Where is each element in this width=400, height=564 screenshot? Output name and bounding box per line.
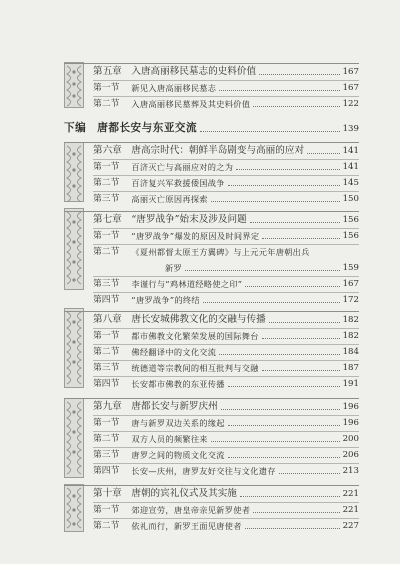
section-title: 都市佛教文化繁荣发展的国际舞台 [131, 331, 259, 341]
section-title: 依礼而行，新罗王面见唐使者 [131, 521, 242, 531]
page-number: 191 [342, 379, 359, 389]
toc-section[interactable] [93, 290, 359, 306]
toc-section[interactable] [93, 445, 359, 461]
page-number: 221 [342, 489, 359, 499]
section-title-continued: 新罗 [165, 263, 182, 273]
section-title: 唐罗之间的物质文化交流 [131, 450, 225, 460]
page-number: 139 [342, 124, 359, 134]
page-number: 167 [342, 279, 359, 289]
page-number: 227 [342, 521, 359, 531]
section-label: 第三节 [93, 194, 120, 204]
dot-leader [262, 338, 340, 339]
toc-section[interactable] [93, 326, 359, 342]
section-title: 郊迎宣劳，唐皇帝亲见新罗使者 [131, 505, 251, 515]
section-title: 新见入唐高丽移民墓志 [131, 83, 217, 93]
page-number: 159 [342, 263, 359, 273]
section-label: 第一节 [93, 505, 120, 515]
section-label: 第一节 [93, 83, 120, 93]
section-label: 第一节 [93, 418, 120, 428]
section-title: 李谨行与“鸡林道经略使之印” [131, 279, 243, 289]
dot-leader [228, 386, 340, 387]
page-number: 187 [342, 363, 359, 373]
section-title: 长安—庆州，唐罗友好交往与文化遗存 [131, 466, 276, 476]
section-label: 第四节 [93, 379, 120, 389]
toc-section[interactable] [93, 157, 359, 173]
dot-leader [221, 409, 340, 410]
toc-section[interactable] [93, 358, 359, 374]
toc-chapter-5[interactable] [93, 62, 359, 78]
chapter-title: 第六章 唐高宗时代：朝鲜半岛剧变与高丽的应对 [93, 145, 305, 156]
toc-chapter-7[interactable] [93, 210, 359, 226]
page-number: 213 [342, 466, 359, 476]
toc-section[interactable] [93, 242, 359, 258]
section-label: 第一节 [93, 331, 120, 341]
ornament-pattern-icon [64, 62, 84, 108]
chapter-title: 第五章 入唐高丽移民墓志的史料价值 [93, 66, 257, 77]
chapter-title: 第八章 唐长安城佛教文化的交融与传播 [93, 314, 266, 325]
chapter-title: 第十章 唐朝的宾礼仪式及其实施 [93, 488, 237, 499]
toc-section[interactable] [93, 226, 359, 242]
dot-leader [240, 496, 340, 497]
toc-part-heading[interactable] [64, 117, 359, 135]
section-title: 佛经翻译中的文化交流 [131, 347, 217, 357]
dot-leader [211, 201, 340, 202]
toc-section[interactable] [93, 342, 359, 358]
page-number: 156 [342, 231, 359, 241]
dot-leader [219, 354, 339, 355]
page-number: 221 [342, 505, 359, 515]
section-title: “唐罗战争”的终结 [131, 295, 200, 305]
page-number: 156 [342, 215, 359, 225]
dot-leader [228, 425, 340, 426]
section-label: 第三节 [93, 450, 120, 460]
dot-leader [269, 322, 340, 323]
page-number: 141 [342, 162, 359, 172]
toc-chapter-9[interactable] [93, 397, 359, 413]
section-title: 双方人员的频繁往来 [131, 434, 208, 444]
dot-leader [236, 169, 339, 170]
page-number: 206 [342, 450, 359, 460]
section-label: 第四节 [93, 295, 120, 305]
toc-section[interactable] [93, 173, 359, 189]
dot-leader [245, 286, 339, 287]
page-number: 196 [342, 402, 359, 412]
toc-chapter-8[interactable] [93, 310, 359, 326]
page-number: 196 [342, 418, 359, 428]
toc-section[interactable] [93, 274, 359, 290]
section-label: 第二节 [93, 247, 120, 257]
dot-leader [250, 222, 340, 223]
toc-section[interactable] [93, 500, 359, 516]
section-title: 百济灭亡与高丽应对的之为 [131, 162, 234, 172]
section-label: 第二节 [93, 347, 120, 357]
section-title: 长安都市佛教的东亚传播 [131, 379, 225, 389]
page-number: 145 [342, 178, 359, 188]
toc-section[interactable] [93, 189, 359, 205]
section-label: 第四节 [93, 466, 120, 476]
section-label: 第三节 [93, 363, 120, 373]
ornament-pattern-icon [64, 308, 84, 388]
toc-chapter-6[interactable] [93, 141, 359, 157]
page-number: 122 [342, 99, 359, 109]
page-number: 167 [342, 67, 359, 77]
toc-section[interactable] [93, 461, 359, 477]
section-label: 第三节 [93, 279, 120, 289]
dot-leader [259, 74, 340, 75]
section-title: 唐与新罗双边关系的缘起 [131, 418, 225, 428]
section-label: 第二节 [93, 99, 120, 109]
section-title: 入唐高丽移民墓葬及其史料价值 [131, 99, 251, 109]
dot-leader [211, 441, 340, 442]
dot-leader [228, 457, 340, 458]
ornament-pattern-icon [64, 398, 84, 478]
chapter-title: 第九章 唐都长安与新罗庆州 [93, 401, 218, 412]
dot-leader [228, 185, 340, 186]
section-label: 第二节 [93, 178, 120, 188]
page-number: 150 [342, 194, 359, 204]
section-label: 第二节 [93, 434, 120, 444]
toc-section-continuation[interactable] [165, 258, 359, 274]
toc-section[interactable] [93, 94, 359, 110]
ornament-pattern-icon [64, 208, 84, 290]
toc-section[interactable] [93, 78, 359, 94]
chapter-title: 第七章 “唐罗战争”始末及涉及问题 [93, 214, 247, 225]
page-number: 184 [342, 347, 359, 357]
dot-leader [200, 131, 339, 132]
dot-leader [262, 238, 339, 239]
section-label: 第一节 [93, 231, 120, 241]
dot-leader [262, 370, 340, 371]
toc-section[interactable] [93, 374, 359, 390]
ornament-pattern-icon [64, 484, 84, 532]
part-title: 下编 唐都长安与东亚交流 [64, 122, 198, 134]
dot-leader [253, 106, 339, 107]
page-number: 200 [342, 434, 359, 444]
dot-leader [253, 512, 339, 513]
dot-leader [219, 90, 339, 91]
section-label: 第一节 [93, 162, 120, 172]
toc-chapter-10[interactable] [93, 484, 359, 500]
toc-section[interactable] [93, 413, 359, 429]
section-title: “唐罗战争”爆发的原因及时间界定 [131, 231, 260, 241]
section-title: 《夏州都督太原王方翼碑》与上元元年唐朝出兵 [131, 247, 310, 257]
toc-section[interactable] [93, 516, 359, 532]
page-number: 141 [342, 146, 359, 156]
page-number: 182 [342, 331, 359, 341]
section-title: 统德道等宗教间的相互批判与交融 [131, 363, 259, 373]
section-label: 第二节 [93, 521, 120, 531]
page-number: 167 [342, 83, 359, 93]
section-title: 高丽灭亡原因再探索 [131, 194, 208, 204]
page-number: 172 [342, 295, 359, 305]
dot-leader [307, 153, 340, 154]
dot-leader [245, 528, 340, 529]
dot-leader [279, 473, 340, 474]
dot-leader [185, 270, 340, 271]
page-number: 182 [342, 315, 359, 325]
ornament-pattern-icon [64, 142, 84, 202]
dot-leader [203, 302, 340, 303]
section-title: 百济复兴军救援倭国战争 [131, 178, 225, 188]
toc-section[interactable] [93, 429, 359, 445]
